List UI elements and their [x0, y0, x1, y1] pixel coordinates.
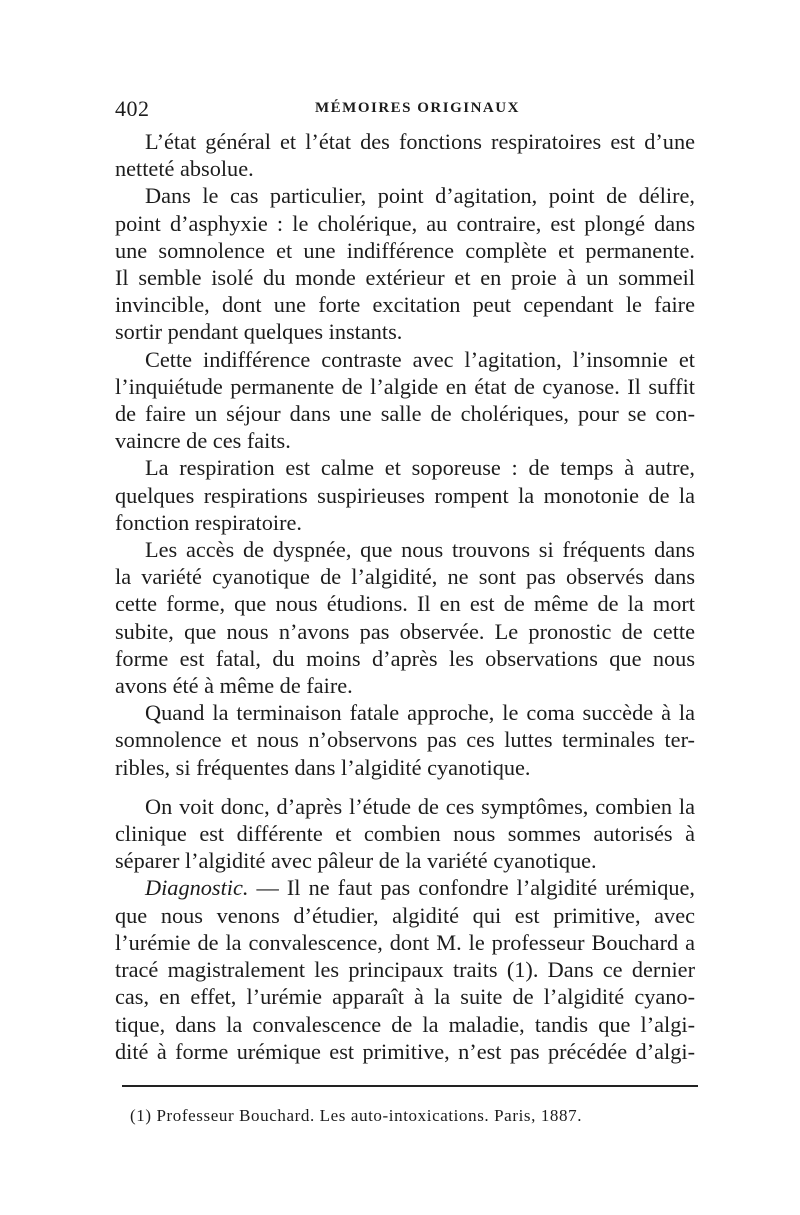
text-line: tracé magistralement les principaux traits (1). Dans ce dernier: [115, 957, 695, 983]
paragraph: [115, 699, 695, 781]
text-line: Les accès de dyspnée, que nous trouvons si fréquents dans: [145, 537, 695, 563]
paragraph: [115, 182, 695, 345]
text-line: ribles, si fréquentes dans l’algidité cyanotique.: [115, 754, 531, 780]
body-text: [115, 128, 695, 1065]
text-line: vaincre de ces faits.: [115, 428, 291, 454]
text-line: de faire un séjour dans une salle de cholériques, pour se con-: [115, 401, 695, 427]
text-line: forme est fatal, du moins d’après les observations que nous: [115, 645, 695, 671]
text-line: cette forme, que nous étudions. Il en est de même de la mort: [115, 591, 695, 617]
text-line: La respiration est calme et soporeuse : de temps à autre,: [145, 455, 695, 481]
paragraph: [115, 536, 695, 699]
text-line: subite, que nous n’avons pas observée. Le pronostic de cette: [115, 618, 695, 644]
text-line: une somnolence et une indifférence complète et permanente.: [115, 237, 695, 263]
text-line: l’urémie de la convalescence, dont M. le professeur Bouchard a: [115, 929, 695, 955]
text-line: clinique est différente et combien nous sommes autorisés à: [115, 821, 695, 847]
text-line-rest: — Il ne faut pas confondre l’algidité urémique,: [248, 875, 695, 901]
text-line: quelques respirations suspirieuses rompent la monotonie de la: [115, 482, 695, 508]
text-line: dité à forme urémique est primitive, n’est pas précédée d’algi-: [115, 1038, 695, 1064]
text-line: point d’asphyxie : le cholérique, au contraire, est plongé dans: [115, 210, 695, 236]
running-title: MÉMOIRES ORIGINAUX: [315, 100, 520, 116]
text-line: fonction respiratoire.: [115, 509, 302, 535]
text-line: On voit donc, d’après l’étude de ces symptômes, combien la: [145, 793, 695, 819]
paragraph-diagnostic: [115, 874, 695, 1064]
page-number: 402: [115, 96, 150, 121]
paragraph: [115, 454, 695, 536]
text-line: cas, en effet, l’urémie apparaît à la suite de l’algidité cyano-: [115, 984, 695, 1010]
text-line: avons été à même de faire.: [115, 673, 353, 699]
text-line: que nous venons d’étudier, algidité qui est primitive, avec: [115, 902, 695, 928]
text-line: la variété cyanotique de l’algidité, ne sont pas observés dans: [115, 564, 695, 590]
text-line: l’inquiétude permanente de l’algide en état de cyanose. Il suffit: [115, 373, 695, 399]
text-line: netteté absolue.: [115, 156, 254, 182]
text-line: Il semble isolé du monde extérieur et en proie à un sommeil: [115, 265, 695, 291]
text-line: L’état général et l’état des fonctions respiratoires est d’une: [145, 129, 695, 154]
text-line: Cette indifférence contraste avec l’agitation, l’insomnie et: [145, 346, 695, 372]
text-line: sortir pendant quelques instants.: [115, 319, 403, 345]
paragraph: [115, 793, 695, 875]
text-line: tique, dans la convalescence de la maladie, tandis que l’algi-: [115, 1011, 695, 1037]
paragraph: [115, 128, 695, 182]
text-line: invincible, dont une forte excitation peut cependant le faire: [115, 292, 695, 318]
section-gap: [115, 781, 695, 793]
paragraph: [115, 346, 695, 455]
text-line: somnolence et nous n’observons pas ces luttes terminales ter-: [115, 727, 695, 753]
running-head: [115, 96, 700, 126]
footnote: (1) Professeur Bouchard. Les auto-intoxications. Paris, 1887.: [130, 1106, 583, 1125]
text-line: séparer l’algidité avec pâleur de la variété cyanotique.: [115, 848, 597, 874]
text-line: Quand la terminaison fatale approche, le coma succède à la: [145, 700, 695, 726]
text-line: Dans le cas particulier, point d’agitation, point de délire,: [145, 183, 695, 209]
text-line: [115, 874, 695, 901]
footnote-rule: [122, 1085, 698, 1087]
diagnostic-heading: Diagnostic.: [145, 875, 249, 901]
